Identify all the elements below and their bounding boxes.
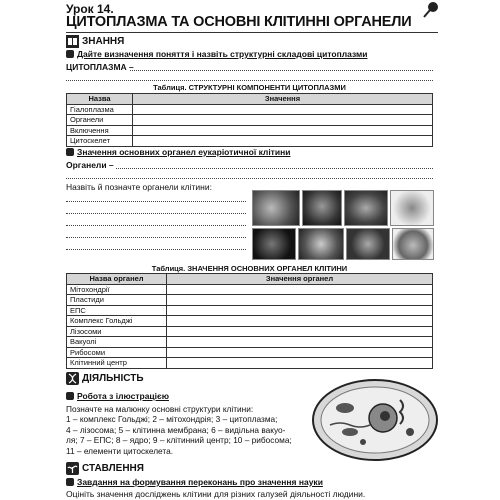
answer-line[interactable] xyxy=(116,161,433,169)
organelle-image-vacuole xyxy=(390,190,434,226)
organelle-image-golgi xyxy=(252,190,300,226)
row-name: Мітохондрії xyxy=(67,284,167,295)
answer-line[interactable] xyxy=(66,230,246,238)
answer-line[interactable] xyxy=(130,63,433,71)
bullet-icon xyxy=(66,148,74,156)
row-value-cell[interactable] xyxy=(133,115,433,126)
answer-line[interactable] xyxy=(66,242,246,250)
table-row xyxy=(67,125,433,136)
knowledge-section xyxy=(66,35,124,48)
row-name: Органели xyxy=(67,115,133,126)
row-name: Цитоскелет xyxy=(67,136,133,147)
task-organelles xyxy=(66,147,290,157)
task-illustration xyxy=(66,391,169,401)
table-row xyxy=(67,305,433,316)
task-definition xyxy=(66,49,367,59)
table-organelles xyxy=(66,273,433,369)
activity-line: 1 – комплекс Гольджі; 2 – мітохондрія; 3 – цитоплазма; xyxy=(66,414,278,425)
table-row xyxy=(67,358,433,369)
activity-text xyxy=(66,404,311,456)
task-beliefs xyxy=(66,477,323,487)
table-components xyxy=(66,93,433,147)
table-row xyxy=(67,284,433,295)
table-row xyxy=(67,347,433,358)
activity-line: 11 – елементи цитоскелета. xyxy=(66,445,173,456)
organelle-image-er xyxy=(346,228,390,260)
task-definition-text: Дайте визначення поняття і назвіть структурні складові цитоплазми xyxy=(77,49,368,59)
col-header-meaning: Значення органел xyxy=(167,274,433,285)
organelle-image-centrosome xyxy=(392,228,434,260)
row-name: Рибосоми xyxy=(67,347,167,358)
activity-section xyxy=(66,372,144,385)
task-illustration-text: Робота з ілюстрацією xyxy=(77,391,169,401)
plant-icon xyxy=(66,462,79,475)
row-name: Пластиди xyxy=(67,295,167,306)
col-header-name: Назва xyxy=(67,94,133,105)
cell-illustration xyxy=(305,370,440,465)
organelle-image-chloroplast xyxy=(344,190,388,226)
row-name: Вакуолі xyxy=(67,337,167,348)
organelle-image-ribosome xyxy=(298,228,344,260)
row-name: Клітинний центр xyxy=(67,358,167,369)
row-value-cell[interactable] xyxy=(133,104,433,115)
page-title: ЦИТОПЛАЗМА ТА ОСНОВНІ КЛІТИННІ ОРГАНЕЛИ xyxy=(66,14,412,30)
bullet-icon xyxy=(66,478,74,486)
row-value-cell[interactable] xyxy=(167,337,433,348)
name-prompt: Назвіть й позначте органели клітини: xyxy=(66,182,212,192)
organelles-label: Органели – xyxy=(66,160,114,170)
activity-heading: ДІЯЛЬНІСТЬ xyxy=(82,373,144,384)
row-name: Включення xyxy=(67,125,133,136)
bullet-icon xyxy=(66,392,74,400)
row-value-cell[interactable] xyxy=(167,295,433,306)
attitude-section xyxy=(66,462,144,475)
book-icon xyxy=(66,35,79,48)
table-row xyxy=(67,295,433,306)
col-header-meaning: Значення xyxy=(133,94,433,105)
row-value-cell[interactable] xyxy=(167,316,433,327)
row-value-cell[interactable] xyxy=(133,136,433,147)
answer-line[interactable] xyxy=(66,73,433,81)
row-name: Гіалоплазма xyxy=(67,104,133,115)
row-name: ЕПС xyxy=(67,305,167,316)
table-row xyxy=(67,115,433,126)
row-value-cell[interactable] xyxy=(167,326,433,337)
attitude-heading: СТАВЛЕННЯ xyxy=(82,463,144,474)
row-value-cell[interactable] xyxy=(167,284,433,295)
organelle-image-mitochondrion xyxy=(302,190,342,226)
activity-line: Позначте на малюнку основні структури клітини: xyxy=(66,404,254,414)
activity-line: 4 – лізосома; 5 – клітинна мембрана; 6 – видільна вакуо- xyxy=(66,424,286,435)
task-beliefs-text: Завдання на формування переконань про значення науки xyxy=(77,477,323,487)
table2-caption: Таблиця. ЗНАЧЕННЯ ОСНОВНИХ ОРГАНЕЛ КЛІТИНИ xyxy=(151,264,348,273)
task-organelles-text: Значення основних органел еукаріотичної клітини xyxy=(77,147,291,157)
row-name: Лізосоми xyxy=(67,326,167,337)
table-row xyxy=(67,136,433,147)
knowledge-heading: ЗНАННЯ xyxy=(82,36,125,47)
answer-line[interactable] xyxy=(66,206,246,214)
dna-icon xyxy=(66,372,79,385)
table-row xyxy=(67,337,433,348)
table-row xyxy=(67,316,433,327)
row-value-cell[interactable] xyxy=(167,305,433,316)
table1-caption: Таблиця. СТРУКТУРНІ КОМПОНЕНТИ ЦИТОПЛАЗМИ xyxy=(153,83,346,92)
row-value-cell[interactable] xyxy=(133,125,433,136)
activity-line: ля; 7 – ЕПС; 8 – ядро; 9 – клітинний центр; 10 – рибосома; xyxy=(66,435,292,446)
answer-line[interactable] xyxy=(66,171,433,179)
pushpin-icon xyxy=(420,1,440,21)
answer-line[interactable] xyxy=(66,194,246,202)
row-value-cell[interactable] xyxy=(167,358,433,369)
lesson-number: Урок 14. xyxy=(66,2,114,16)
row-name: Комплекс Гольджі xyxy=(67,316,167,327)
attitude-text: Оцініть значення досліджень клітини для різних галузей діяльності людини. xyxy=(66,489,366,499)
col-header-name: Назва органел xyxy=(67,274,167,285)
row-value-cell[interactable] xyxy=(167,347,433,358)
cytoplasm-label: ЦИТОПЛАЗМА – xyxy=(66,62,134,72)
table-row xyxy=(67,326,433,337)
table-row xyxy=(67,104,433,115)
bullet-icon xyxy=(66,50,74,58)
title-divider xyxy=(66,32,438,33)
answer-line[interactable] xyxy=(66,218,246,226)
organelle-image-lysosome xyxy=(252,228,296,260)
